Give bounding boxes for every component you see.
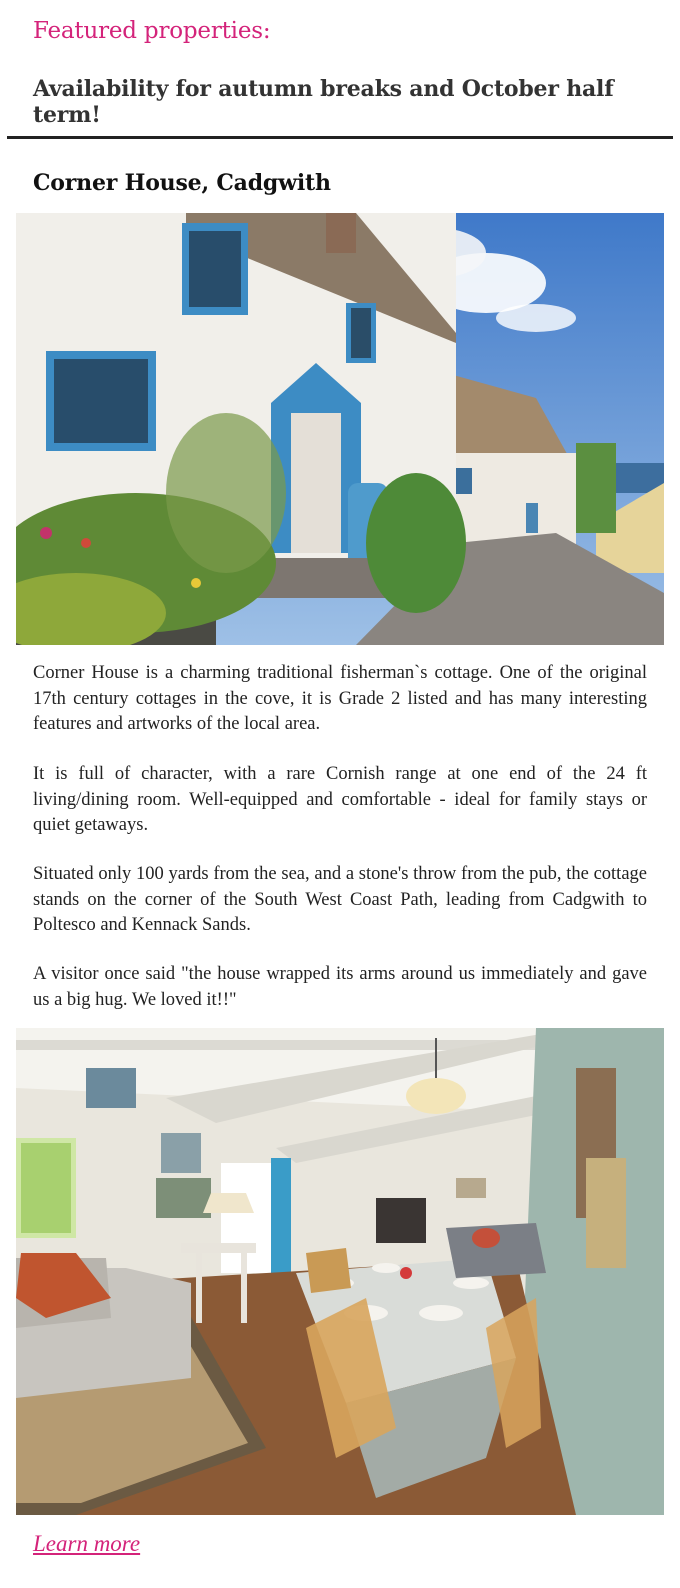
learn-more-link[interactable]: Learn more [33,1531,141,1556]
divider [7,136,673,139]
property-description-paragraph: Corner House is a charming traditional fisherman`s cottage. One of the original 17th century cottages in the cove, it is Grade 2 listed and has many interesting features and artworks of the local area. [33,663,647,734]
cottage-exterior-photo[interactable] [16,213,664,645]
page-headline: Availability for autumn breaks and October half term! [33,76,614,128]
featured-properties-label: Featured properties: [33,18,271,44]
property-description-paragraph: Situated only 100 yards from the sea, and a stone's throw from the pub, the cottage stands on the corner of the South West Coast Path, leading from Cadgwith to Poltesco and Kennack Sands. [33,864,647,935]
property-title: Corner House, Cadgwith [33,170,331,196]
property-description-paragraph: A visitor once said "the house wrapped its arms around us immediately and gave us a big hug. We loved it!!" [33,964,647,1010]
cottage-interior-photo[interactable] [16,1028,664,1515]
property-description-paragraph: It is full of character, with a rare Cornish range at one end of the 24 ft living/dining room. Well-equipped and comfortable - ideal for family stays or quiet getaways. [33,764,647,835]
